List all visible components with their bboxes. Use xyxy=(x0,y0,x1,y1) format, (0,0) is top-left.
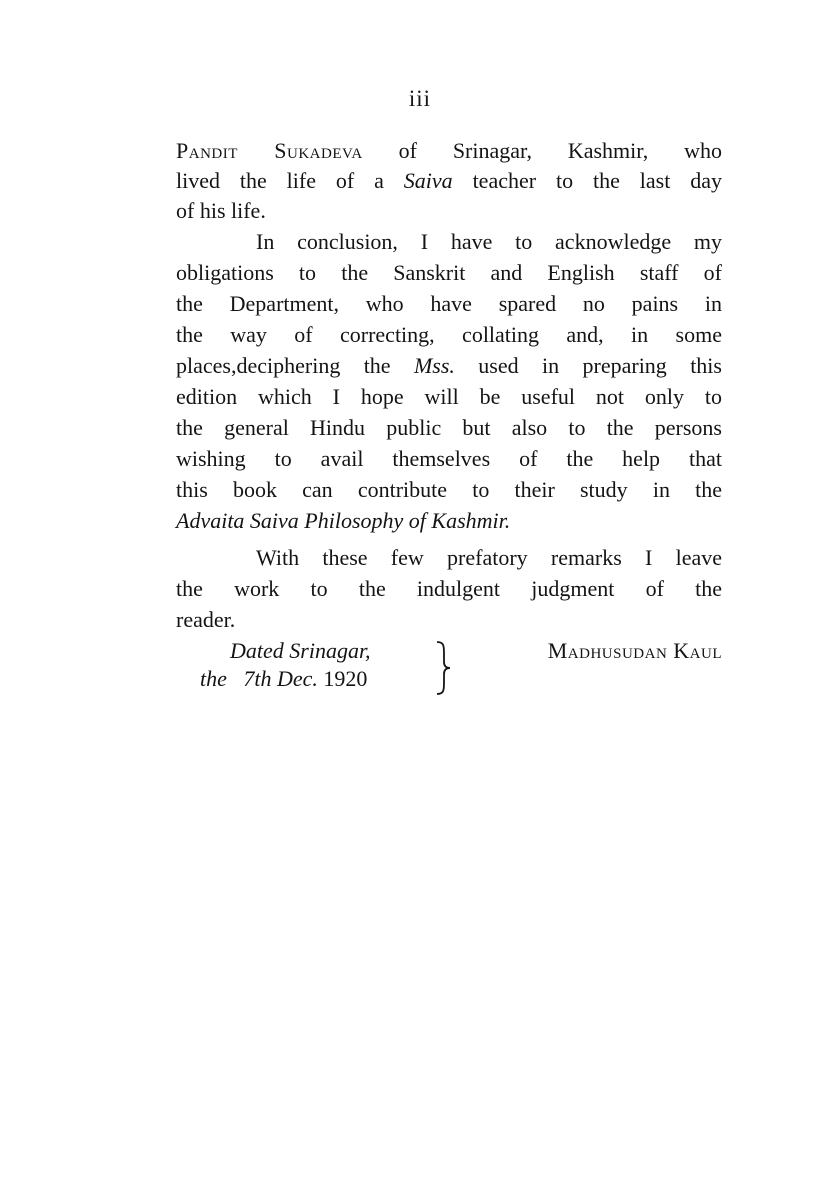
dated-place: Dated Srinagar, xyxy=(230,638,371,663)
date-year: 1920 xyxy=(323,666,368,691)
paragraph-acknowledgement-teacher xyxy=(176,136,722,226)
paragraph-line: In conclusion, I have to acknowledge my xyxy=(256,229,722,254)
paragraph-conclusion xyxy=(176,226,722,536)
italic-term: Mss. xyxy=(413,353,455,378)
page-number: iii xyxy=(408,86,432,111)
line-text: places,deciphering the xyxy=(176,353,414,378)
paragraph-line: this book can contribute to their study in the xyxy=(176,477,722,502)
paragraph-line xyxy=(176,350,722,381)
paragraph-line: the Department, who have spared no pains in xyxy=(176,291,722,316)
date-the: the xyxy=(200,666,227,691)
date-day-month: 7th Dec. xyxy=(243,666,318,691)
paragraph-line: With these few prefatory remarks I leave xyxy=(256,545,722,570)
paragraph-line: the work to the indulgent judgment of the xyxy=(176,576,722,601)
date-line xyxy=(200,666,367,692)
line-text: lived the life of a xyxy=(176,168,404,193)
italic-term: Saiva xyxy=(403,168,453,193)
line-text: used in preparing this xyxy=(454,353,722,378)
paragraph-line: reader. xyxy=(176,607,236,632)
paragraph-line: the general Hindu public but also to the persons xyxy=(176,415,722,440)
book-title-italic: Advaita Saiva Philosophy of Kashmir. xyxy=(176,508,511,533)
paragraph-line xyxy=(176,166,722,196)
paragraph-line: the way of correcting, collating and, in some xyxy=(176,322,722,347)
paragraph-line: wishing to avail themselves of the help that xyxy=(176,446,722,471)
brace-icon xyxy=(434,640,452,696)
paragraph-closing-remarks xyxy=(176,542,722,635)
paragraph-line: edition which I hope will be useful not only to xyxy=(176,384,722,409)
paragraph-line: obligations to the Sanskrit and English staff of xyxy=(176,260,722,285)
paragraph-line: of his life. xyxy=(176,198,266,223)
line-text: teacher to the last day xyxy=(452,168,722,193)
author-name: Madhusudan Kaul xyxy=(547,638,722,663)
line-text: of Srinagar, Kashmir, who xyxy=(362,138,722,163)
person-name: Pandit Sukadeva xyxy=(176,138,363,163)
signature-block xyxy=(176,638,722,700)
paragraph-line xyxy=(176,136,722,166)
